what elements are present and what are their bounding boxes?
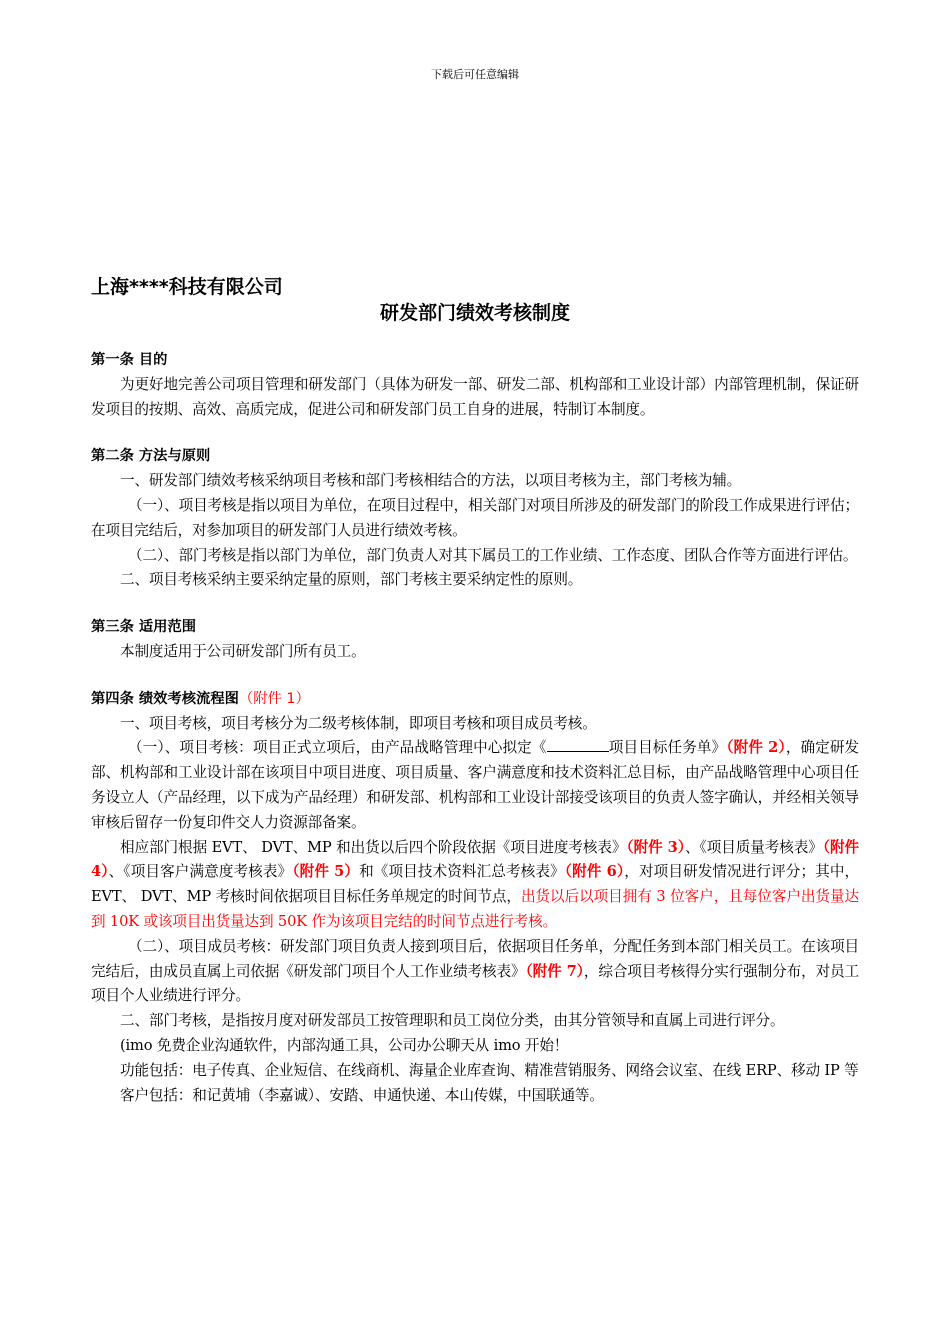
- article-4-p3-text-b: 、《项目质量考核表》: [684, 838, 823, 856]
- article-4-p3-text-d: 和《项目技术资料汇总考核表》: [359, 863, 565, 881]
- article-4-paragraph-6: (imo 免费企业沟通软件，内部沟通工具，公司办公聊天从 imo 开始！: [120, 1036, 569, 1054]
- article-4-paragraph-4: [91, 935, 859, 1009]
- blank-underline: [547, 737, 609, 752]
- attachment-3-ref: （附件 3）: [626, 838, 685, 856]
- article-2-paragraph-4: 二、项目考核采纳主要采纳定量的原则，部门考核主要采纳定性的原则。: [120, 571, 583, 589]
- article-2-paragraph-3: （二）、部门考核是指以部门为单位，部门负责人对其下属员工的工作业绩、工作态度、团队合作等方面进行评估。: [128, 546, 858, 564]
- attachment-4-ref: （附件 4）: [91, 838, 859, 881]
- attachment-7-ref: （附件 7）: [525, 962, 584, 980]
- article-4-p2-text-a: （一）、项目考核：项目正式立项后，由产品战略管理中心拟定《: [128, 739, 547, 757]
- article-4-p3-text-c: 、《项目客户满意度考核表》: [108, 863, 293, 881]
- header-note: 下载后可任意编辑: [431, 68, 519, 81]
- article-4-paragraph-5: 二、部门考核，是指按月度对研发部员工按管理职和员工岗位分类，由其分管领导和直属上司进行评分。: [120, 1012, 785, 1030]
- article-3-heading: 第三条 适用范围: [91, 619, 197, 636]
- article-2-paragraph-2: （一）、项目考核是指以项目为单位，在项目过程中，相关部门对项目所涉及的研发部门的阶段工作成果进行评估；在项目完结后，对参加项目的研发部门人员进行绩效考核。: [91, 496, 859, 539]
- article-4-p3-red-text: 出货以后以项目拥有 3 位客户，且每位客户出货量达到 10K 或该项目出货量达到 50K 作为该项目完结的时间节点进行考核。: [91, 888, 859, 930]
- article-4-paragraph-3: [91, 836, 859, 935]
- article-4-paragraph-1: 一、项目考核，项目考核分为二级考核体制，即项目考核和项目成员考核。: [120, 714, 597, 732]
- article-4-p4-text-b: ，综合项目考核得分实行强制分布，对员工项目个人业绩进行评分。: [91, 962, 859, 1005]
- article-2-paragraph-1: 一、研发部门绩效考核采纳项目考核和部门考核相结合的方法，以项目考核为主，部门考核为辅。: [120, 472, 742, 490]
- article-4-p3-text-a: 相应部门根据 EVT、 DVT、MP 和出货以后四个阶段依据《项目进度考核表》: [120, 838, 627, 856]
- article-4-heading: [91, 687, 859, 712]
- article-4-heading-text: 第四条 绩效考核流程图: [91, 690, 239, 707]
- article-4-p2-text-c: ，确定研发部、机构部和工业设计部在该项目中项目进度、项目质量、客户满意度和技术资料汇总目标，由产品战略管理中心项目任务设立人（产品经理，以下成为产品经理）和研发部、机构部和工业设计部接受该项目的负责人签字确认，并经相关领导审核后留存一份复印件交人力资源部备案。: [91, 739, 859, 831]
- article-1-paragraph: 为更好地完善公司项目管理和研发部门（具体为研发一部、研发二部、机构部和工业设计部）内部管理机制，保证研发项目的按期、高效、高质完成，促进公司和研发部门员工自身的进展，特制订本制度。: [91, 375, 859, 418]
- document-body: [91, 348, 859, 1108]
- attachment-5-ref: （附件 5）: [292, 863, 360, 881]
- attachment-6-ref: （附件 6）: [564, 863, 625, 881]
- article-1-heading: 第一条 目的: [91, 352, 168, 368]
- document-title: 研发部门绩效考核制度: [379, 302, 570, 324]
- article-2-heading: 第二条 方法与原则: [91, 448, 211, 465]
- attachment-2-ref: （附件 2）: [726, 739, 786, 757]
- article-3-paragraph: 本制度适用于公司研发部门所有员工。: [120, 642, 366, 660]
- company-name: 上海****科技有限公司: [91, 276, 283, 298]
- article-4-p2-text-b: 项目目标任务单》: [608, 739, 727, 757]
- article-4-p4-text-a: （二）、项目成员考核：研发部门项目负责人接到项目后，依据项目任务单，分配任务到本部门相关员工。在该项目完结后，由成员直属上司依据《研发部门项目个人工作业绩考核表》: [91, 937, 859, 980]
- article-4-paragraph-7: 功能包括：电子传真、企业短信、在线商机、海量企业库查询、精准营销服务、网络会议室、在线 ERP、移动 IP 等: [120, 1061, 859, 1079]
- article-4-paragraph-2: [91, 736, 859, 835]
- article-4-paragraph-8: 客户包括：和记黄埔（李嘉诚）、安踏、申通快递、本山传媒，中国联通等。: [120, 1086, 604, 1104]
- article-4-heading-ref: （附件 1）: [238, 690, 310, 707]
- article-4-p3-text-e: ，对项目研发情况进行评分；其中，EVT、 DVT、MP 考核时间依据项目目标任务单规定的时间节点，: [91, 863, 859, 906]
